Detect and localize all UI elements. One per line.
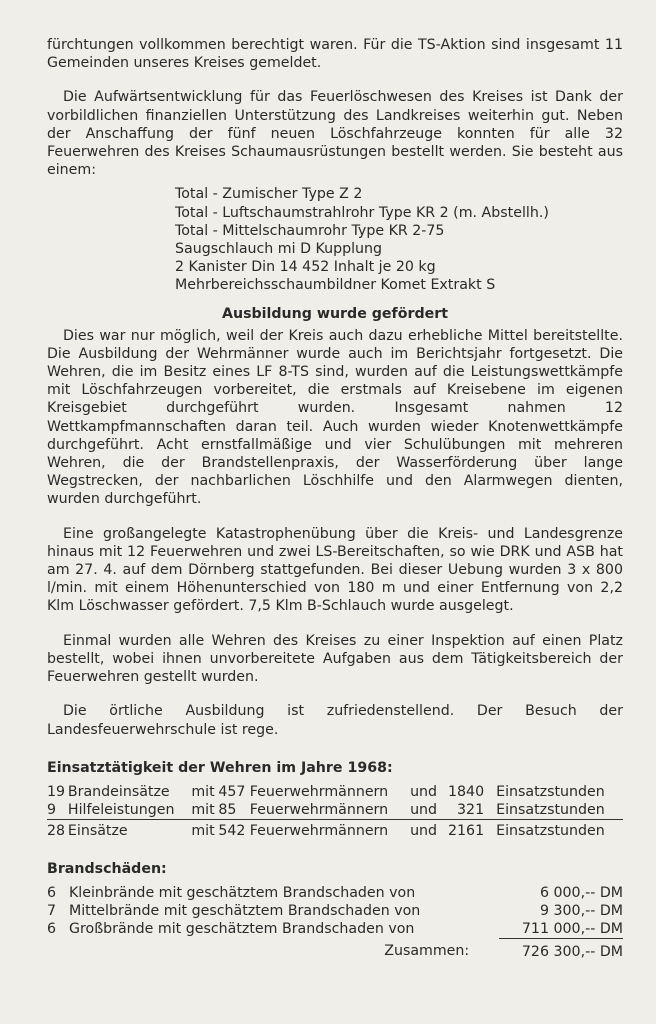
paragraph-text: Dies war nur möglich, weil der Kreis auch dazu erhebliche Mittel bereitstellte. Die Ausbildung der Wehrmänner wurde auch im Berichtsjahr fortgesetzt. Die Wehren, die im Besitz eines LF 8-TS sind, wurden auf die Leistungswettkämpfe mit Löschfahrzeugen vorbereitet, die erstmals auf Kreisebene im eigenen Kreisgebiet durchgeführt wurden. Insgesamt nahmen 12 Wettkampfmannschaften daran teil. Auch wurden wieder Knotenwettkämpfe durchgeführt. Acht ernstfallmäßige und vier Schulübungen mit mehreren Wehren, die der Brandstellenpraxis, der Wasserförderung über lange Wegstrecken, der nachbarlichen Löschhilfe und den Alarmwegen dienten, wurden durchgeführt. bbox=[47, 327, 623, 508]
paragraph-text: Eine großangelegte Katastrophenübung über die Kreis- und Landesgrenze hinaus mit 12 Feuerwehren und zwei LS-Bereitschaften, so wie DRK und ASB hat am 27. 4. auf dem Dörnberg stattgefunden. Bei dieser Uebung wurden 3 x 800 l/min. mit einem Höhenunterschied von 180 m und einer Entfernung von 2,2 Klm Löschwasser gefördert. 7,5 Klm B-Schlauch wurde ausgelegt. bbox=[47, 525, 623, 615]
foam-text: Die Aufwärtsentwicklung für das Feuerlöschwesen des Kreises ist Dank der vorbildlichen finanziellen Unterstützung des Landkreises weiterhin gut. Neben der Anschaffung der fünf neuen Löschfahrzeuge konnten für alle 32 Feuerwehren des Kreises Schaumausrüstungen bestellt werden. Sie besteht aus einem: bbox=[47, 89, 623, 179]
ops-hours: 321 bbox=[457, 801, 485, 818]
equipment-item: Total - Mittelschaumrohr Type KR 2-75 bbox=[175, 222, 445, 239]
operations-table bbox=[47, 783, 623, 840]
paragraph-text: Einmal wurden alle Wehren des Kreises zu einer Inspektion auf einen Platz bestellt, wobei ihnen unvorbereitete Aufgaben aus dem Tätigkeitsbereich der Feuerwehren gestellt wurden. bbox=[47, 632, 623, 686]
ops-kind: Brandeinsätze bbox=[67, 783, 170, 800]
ops-count: 9 bbox=[47, 801, 57, 818]
ops-mit: mit bbox=[191, 801, 215, 818]
damage-count: 7 bbox=[47, 902, 57, 919]
damage-amount: 9 300,-- DM bbox=[539, 902, 623, 919]
sum-amount: 726 300,-- DM bbox=[499, 938, 623, 961]
ops-hours-label: Einsatzstunden bbox=[496, 783, 605, 800]
ops-men-label: Feuerwehrmännern bbox=[249, 783, 389, 800]
equipment-item: Saugschlauch mi D Kupplung bbox=[175, 241, 383, 258]
exercise-paragraph bbox=[47, 525, 623, 616]
table-row bbox=[47, 902, 623, 920]
ops-und: und bbox=[410, 801, 438, 818]
ops-mit: mit bbox=[191, 819, 218, 840]
intro-paragraph bbox=[47, 36, 623, 72]
ops-men: 85 bbox=[218, 801, 237, 818]
ops-hours: 2161 bbox=[441, 819, 490, 840]
ops-men-label: Feuerwehrmännern bbox=[250, 819, 410, 840]
equipment-item: Mehrbereichsschaumbildner Komet Extrakt S bbox=[175, 277, 496, 294]
damage-amount: 6 000,-- DM bbox=[539, 884, 623, 901]
damage-amount: 711 000,-- DM bbox=[521, 920, 623, 937]
table-row bbox=[47, 920, 623, 939]
equipment-item: Total - Zumischer Type Z 2 bbox=[175, 186, 363, 203]
local-training-paragraph bbox=[47, 702, 623, 738]
table-row bbox=[47, 884, 623, 902]
training-heading: Ausbildung wurde gefördert bbox=[221, 305, 449, 322]
equipment-item: 2 Kanister Din 14 452 Inhalt je 20 kg bbox=[175, 259, 436, 276]
paragraph-text: Die örtliche Ausbildung ist zufriedenstellend. Der Besuch der Landesfeuerwehrschule ist rege. bbox=[47, 703, 623, 738]
ops-hours-label: Einsatzstunden bbox=[496, 801, 605, 818]
sum-row bbox=[47, 938, 623, 961]
damage-label: Großbrände mit geschätztem Brandschaden von bbox=[69, 920, 415, 937]
ops-hours-label: Einsatzstunden bbox=[490, 819, 623, 840]
equipment-list bbox=[175, 185, 623, 294]
ops-men-label: Feuerwehrmännern bbox=[249, 801, 389, 818]
ops-count: 19 bbox=[47, 783, 66, 800]
damage-count: 6 bbox=[47, 884, 57, 901]
table-row bbox=[47, 801, 623, 820]
document-page bbox=[47, 36, 623, 961]
intro-text: fürchtungen vollkommen berechtigt waren. Für die TS-Aktion sind insgesamt 11 Gemeinden unseres Kreises gemeldet. bbox=[47, 37, 623, 72]
ops-men: 542 bbox=[218, 819, 249, 840]
ops-kind: Einsätze bbox=[68, 819, 191, 840]
damage-count: 6 bbox=[47, 920, 57, 937]
foam-paragraph bbox=[47, 88, 623, 179]
damage-table bbox=[47, 884, 623, 961]
training-paragraph bbox=[47, 327, 623, 509]
ops-men: 457 bbox=[218, 783, 246, 800]
ops-kind: Hilfeleistungen bbox=[67, 801, 175, 818]
damage-label: Kleinbrände mit geschätztem Brandschaden von bbox=[69, 884, 416, 901]
ops-mit: mit bbox=[191, 783, 215, 800]
ops-und: und bbox=[410, 783, 438, 800]
ops-hours: 1840 bbox=[448, 783, 485, 800]
ops-count: 28 bbox=[47, 819, 68, 840]
total-row bbox=[47, 819, 623, 840]
sum-label: Zusammen: bbox=[384, 943, 470, 960]
table-row bbox=[47, 783, 623, 801]
ops-und: und bbox=[410, 819, 441, 840]
damage-heading: Brandschäden: bbox=[47, 860, 167, 877]
inspection-paragraph bbox=[47, 632, 623, 687]
operations-heading: Einsatztätigkeit der Wehren im Jahre 1968: bbox=[47, 759, 393, 776]
damage-label: Mittelbrände mit geschätztem Brandschaden von bbox=[69, 902, 421, 919]
equipment-item: Total - Luftschaumstrahlrohr Type KR 2 (m. Abstellh.) bbox=[175, 204, 549, 221]
